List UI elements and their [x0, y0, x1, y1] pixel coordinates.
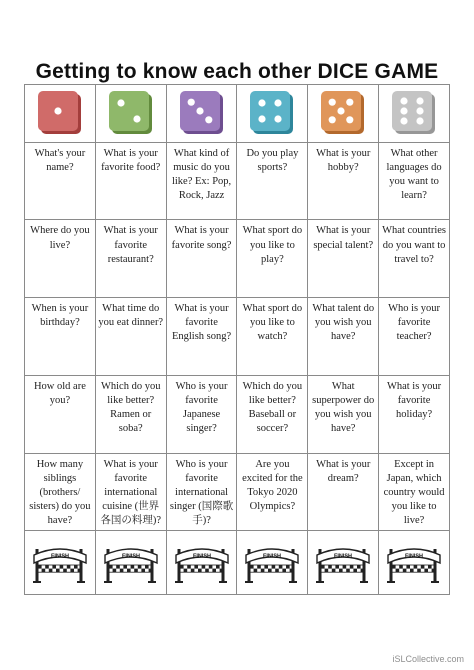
die-face	[250, 91, 290, 131]
die-pip	[275, 116, 282, 123]
question-text: What sport do you like to watch?	[242, 303, 303, 343]
question-text: Who is your favorite international singer (国際歌手)?	[169, 458, 234, 527]
question-text: Which do you like better? Ramen or soba?	[100, 380, 161, 435]
die-pip	[400, 108, 407, 115]
question-text: How many siblings (brothers/ sisters) do you have?	[29, 458, 91, 527]
question-text: What is your favorite restaurant?	[103, 225, 158, 265]
question-cell	[25, 298, 96, 376]
question-text: Do you play sports?	[246, 147, 299, 173]
die-pip	[338, 108, 345, 115]
question-text: How old are you?	[33, 380, 86, 407]
question-row	[25, 375, 450, 453]
question-cell	[95, 142, 166, 220]
question-text: When is your birthday?	[31, 303, 89, 329]
dice-header-row	[25, 85, 450, 143]
question-cell	[379, 375, 450, 453]
die-pip	[400, 118, 407, 125]
question-text: What kind of music do you like? Ex: Pop, Rock, Jazz	[171, 147, 232, 202]
finish-line-icon	[31, 541, 89, 585]
question-text: Except in Japan, which country would you like to live?	[383, 458, 445, 527]
die-pip	[196, 108, 203, 115]
die-pip	[400, 98, 407, 105]
dice-cell	[166, 85, 237, 143]
question-cell	[25, 375, 96, 453]
question-text: Which do you like better? Baseball or soccer?	[242, 380, 303, 435]
question-cell	[308, 298, 379, 376]
die-pip	[133, 116, 140, 123]
finish-label: FINISH	[263, 553, 282, 560]
question-cell	[379, 142, 450, 220]
question-text: What talent do you wish you have?	[312, 303, 375, 343]
question-cell	[237, 375, 308, 453]
question-cell	[166, 298, 237, 376]
dice-cell	[379, 85, 450, 143]
finish-label: FINISH	[405, 553, 424, 560]
question-text: What is your favorite international cuisine (世界各国の料理)?	[100, 458, 162, 527]
die-pip	[346, 116, 353, 123]
finish-cell	[379, 531, 450, 595]
question-text: What is your hobby?	[316, 147, 371, 173]
question-cell	[308, 375, 379, 453]
finish-line-icon	[102, 541, 160, 585]
die-pip	[117, 100, 124, 107]
question-text: What is your dream?	[316, 458, 371, 484]
question-cell	[166, 375, 237, 453]
question-cell	[166, 220, 237, 298]
question-cell	[237, 142, 308, 220]
question-cell	[379, 220, 450, 298]
question-cell	[166, 453, 237, 531]
die-pip	[346, 99, 353, 106]
die-pip	[329, 116, 336, 123]
finish-line-icon	[173, 541, 231, 585]
question-cell	[237, 220, 308, 298]
footer-watermark: iSLCollective.com	[392, 654, 464, 664]
finish-line-icon	[243, 541, 301, 585]
die-pip	[329, 99, 336, 106]
die-pip	[205, 116, 212, 123]
die-3-icon	[179, 90, 225, 136]
question-text: Who is your favorite teacher?	[388, 303, 441, 343]
die-pip	[275, 100, 282, 107]
finish-cell	[95, 531, 166, 595]
question-text: Who is your favorite Japanese singer?	[175, 380, 228, 435]
question-row	[25, 453, 450, 531]
question-cell	[308, 220, 379, 298]
question-text: What superpower do you wish you have?	[312, 380, 375, 435]
question-text: Are you excited for the Tokyo 2020 Olympics?	[242, 458, 303, 513]
question-text: What is your favorite food?	[101, 147, 161, 173]
question-cell	[379, 453, 450, 531]
question-cell	[95, 220, 166, 298]
question-cell	[308, 453, 379, 531]
question-row	[25, 298, 450, 376]
finish-line-icon	[385, 541, 443, 585]
question-text: What other languages do you want to learn?	[386, 147, 442, 202]
die-face	[109, 91, 149, 131]
question-text: What is your favorite song?	[171, 225, 232, 251]
die-2-icon	[108, 90, 154, 136]
die-5-icon	[320, 90, 366, 136]
dice-cell	[25, 85, 96, 143]
question-cell	[379, 298, 450, 376]
question-cell	[95, 298, 166, 376]
question-cell	[95, 453, 166, 531]
die-4-icon	[249, 90, 295, 136]
finish-row	[25, 531, 450, 595]
question-cell	[25, 220, 96, 298]
finish-cell	[308, 531, 379, 595]
die-pip	[416, 98, 423, 105]
die-face	[392, 91, 432, 131]
die-pip	[54, 108, 61, 115]
finish-cell	[237, 531, 308, 595]
question-cell	[25, 142, 96, 220]
dice-cell	[237, 85, 308, 143]
dice-game-board	[24, 84, 450, 595]
die-pip	[259, 116, 266, 123]
question-text: What is your favorite holiday?	[386, 380, 442, 421]
question-text: What is your special talent?	[313, 225, 374, 251]
finish-label: FINISH	[50, 553, 69, 560]
finish-label: FINISH	[334, 553, 353, 560]
page-title: Getting to know each other DICE GAME	[35, 60, 439, 83]
die-pip	[416, 108, 423, 115]
question-cell	[166, 142, 237, 220]
dice-cell	[95, 85, 166, 143]
question-text: Where do you live?	[30, 225, 90, 251]
question-cell	[237, 453, 308, 531]
question-text: What countries do you want to travel to?	[382, 225, 446, 265]
question-cell	[25, 453, 96, 531]
finish-label: FINISH	[192, 553, 211, 560]
die-1-icon	[37, 90, 83, 136]
question-cell	[95, 375, 166, 453]
question-text: What sport do you like to play?	[242, 225, 303, 265]
question-cell	[308, 142, 379, 220]
die-pip	[187, 99, 194, 106]
question-text: What time do you eat dinner?	[98, 303, 164, 329]
finish-cell	[25, 531, 96, 595]
finish-label: FINISH	[121, 553, 140, 560]
dice-cell	[308, 85, 379, 143]
question-cell	[237, 298, 308, 376]
die-pip	[416, 118, 423, 125]
finish-cell	[166, 531, 237, 595]
die-6-icon	[391, 90, 437, 136]
question-text: What's your name?	[34, 147, 86, 173]
question-text: What is your favorite English song?	[171, 303, 232, 343]
finish-line-icon	[314, 541, 372, 585]
die-pip	[259, 100, 266, 107]
question-row	[25, 220, 450, 298]
question-row	[25, 142, 450, 220]
